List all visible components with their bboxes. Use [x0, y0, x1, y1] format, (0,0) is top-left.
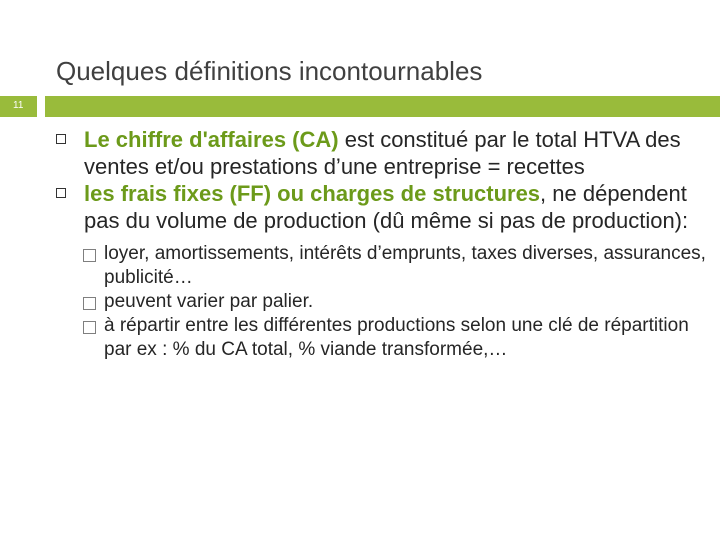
sub-bullet-text: à répartir entre les différentes productions selon une clé de répartition par ex : % du CA total, % viande transformée,…	[104, 315, 689, 360]
sub-bullet-item	[83, 314, 706, 362]
bullet-highlight: Le chiffre d'affaires (CA)	[84, 127, 339, 152]
bullet-chiffre-affaires	[56, 126, 706, 180]
bullet-text: est constitué par le total HTVA des ventes et/ou prestations d’une entreprise = recettes	[84, 127, 681, 179]
slide-content	[56, 126, 706, 362]
square-bullet-icon	[56, 134, 66, 144]
slide-number: 11	[13, 100, 24, 111]
checkbox-bullet-icon	[83, 321, 96, 334]
sub-bullet-item	[83, 290, 706, 314]
sub-bullet-item	[83, 242, 706, 290]
checkbox-bullet-icon	[83, 249, 96, 262]
sub-bullet-list	[56, 242, 706, 362]
slide-title: Quelques définitions incontournables	[56, 56, 483, 86]
sub-bullet-text: loyer, amortissements, intérêts d’emprunts, taxes diverses, assurances, publicité…	[104, 243, 706, 288]
bullet-highlight: les frais fixes (FF) ou charges de structures	[84, 181, 541, 206]
bullet-frais-fixes	[56, 180, 706, 234]
bullet-text: , ne dépendent pas du volume de production (dû même si pas de production):	[84, 181, 689, 233]
accent-bar-right	[45, 96, 720, 117]
square-bullet-icon	[56, 188, 66, 198]
checkbox-bullet-icon	[83, 297, 96, 310]
sub-bullet-text: peuvent varier par palier.	[104, 291, 314, 312]
